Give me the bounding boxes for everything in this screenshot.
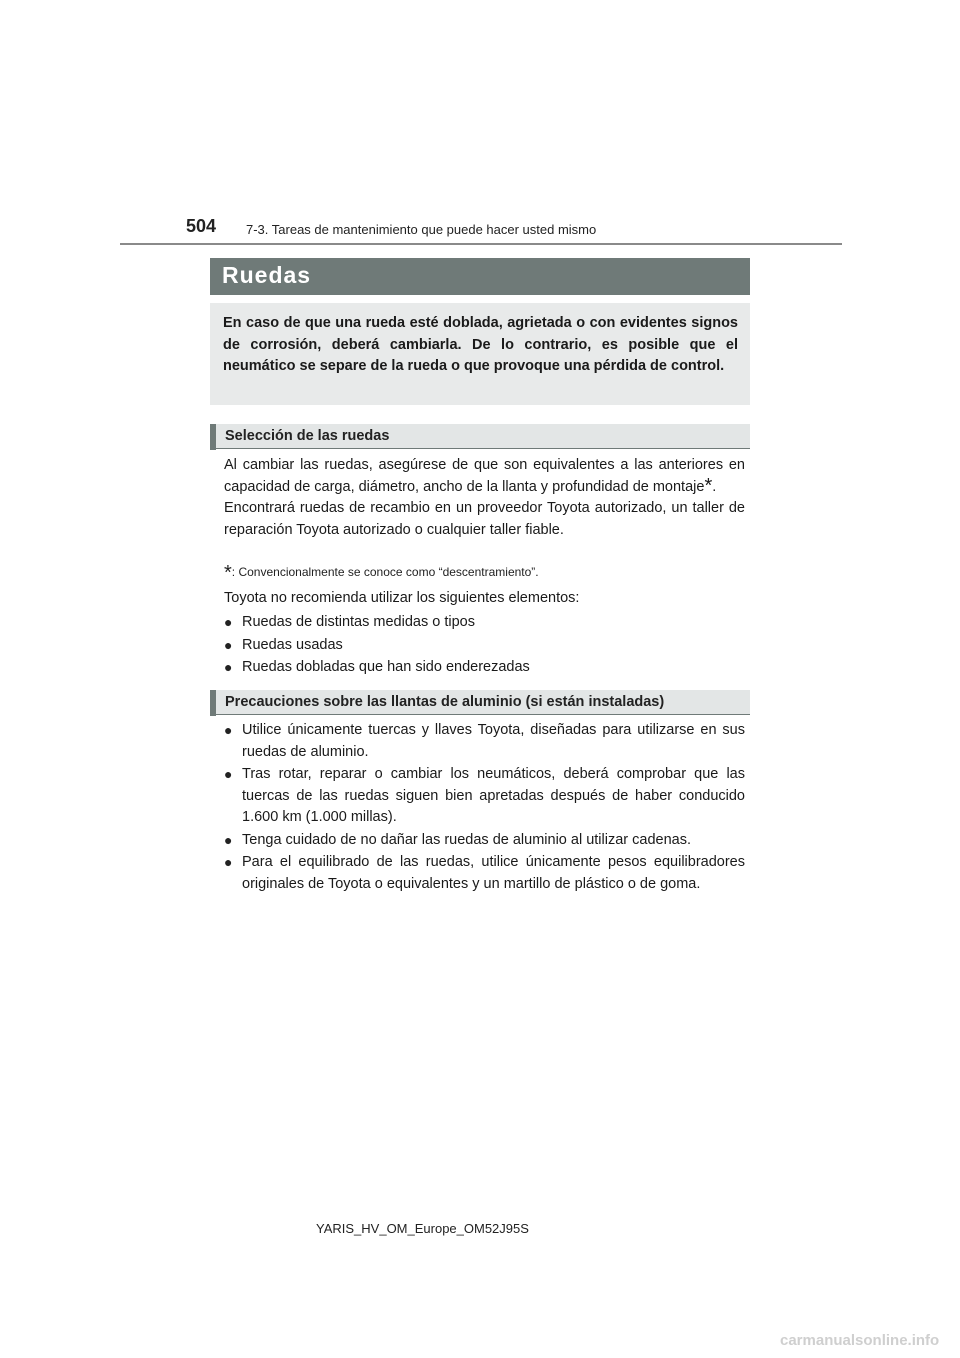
wheel-selection-body xyxy=(224,455,745,541)
aluminum-precautions-list xyxy=(224,720,745,896)
list-item: ● Para el equilibrado de las ruedas, utilice únicamente pesos equilibradores originales de Toyota o equivalentes y un martillo de plástico o de goma. xyxy=(224,854,745,892)
intro-box: En caso de que una rueda esté doblada, agrietada o con evidentes signos de corrosión, deberá cambiarla. De lo contrario, es posible que el neumático se separe de la rueda o que provoque una pérdida de control. xyxy=(210,303,750,405)
page-number: 504 xyxy=(186,216,217,236)
list-item: ● Ruedas dobladas que han sido enderezadas xyxy=(224,657,745,679)
paragraph-equivalence: Al cambiar las ruedas, asegúrese de que son equivalentes a las anteriores en capacidad de carga, diámetro, ancho de la llanta y profundidad de montaje*. xyxy=(224,457,745,497)
subheading-wheel-selection: Selección de las ruedas xyxy=(210,424,750,449)
paragraph-replacement: Encontrará ruedas de recambio en un proveedor Toyota autorizado, un taller de reparación Toyota autorizado o cualquier taller fiable. xyxy=(224,500,745,538)
bullet-icon: ● xyxy=(224,636,233,653)
document-code: YARIS_HV_OM_Europe_OM52J95S xyxy=(316,1221,529,1236)
bullet-icon: ● xyxy=(224,766,233,782)
section-header: 7-3. Tareas de mantenimiento que puede hacer usted mismo xyxy=(246,222,597,237)
header-rule xyxy=(120,243,842,245)
footnote-marker: * xyxy=(704,474,713,497)
bullet-icon: ● xyxy=(224,831,233,848)
bullet-icon: ● xyxy=(224,722,233,738)
bullet-icon: ● xyxy=(224,854,233,870)
not-recommend-text: Toyota no recomienda utilizar los siguientes elementos: xyxy=(224,590,580,606)
list-item: ● Tenga cuidado de no dañar las ruedas de aluminio al utilizar cadenas. xyxy=(224,830,745,852)
title-bar xyxy=(210,258,750,295)
bullet-icon: ● xyxy=(224,614,233,630)
list-item: ● Ruedas usadas xyxy=(224,635,745,657)
list-item: ● Tras rotar, reparar o cambiar los neumáticos, deberá comprobar que las tuercas de las ruedas siguen bien apretadas después de haber conducido 1.600 km (1.000 millas). xyxy=(224,766,745,825)
bullet-icon: ● xyxy=(224,659,233,675)
watermark: carmanualsonline.info xyxy=(780,1332,940,1349)
list-item: ● Utilice únicamente tuercas y llaves Toyota, diseñadas para utilizarse en sus ruedas de aluminio. xyxy=(224,722,745,760)
list-item: ● Ruedas de distintas medidas o tipos xyxy=(224,612,745,634)
page-title: Ruedas xyxy=(222,262,312,288)
footnote: *: Convencionalmente se conoce como “descentramiento”. xyxy=(224,562,539,584)
subheading-aluminum-precautions: Precauciones sobre las llantas de aluminio (si están instaladas) xyxy=(210,690,750,715)
not-recommended-list xyxy=(224,612,745,680)
